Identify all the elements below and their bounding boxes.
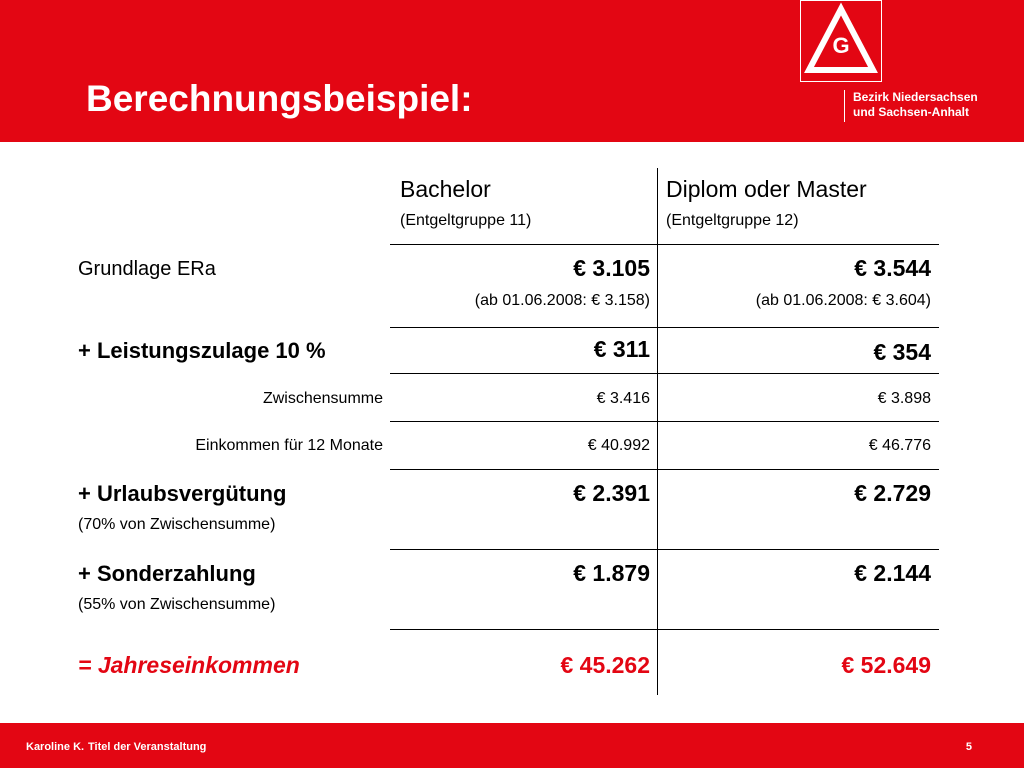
value-jahres-diplom: € 52.649 — [841, 652, 931, 678]
note-grundlage-bachelor: (ab 01.06.2008: € 3.158) — [474, 292, 650, 309]
row-divider — [390, 629, 939, 630]
row-divider — [390, 244, 939, 245]
row-label-jahreseinkommen: = Jahreseinkommen — [78, 652, 300, 678]
value-jahres-bachelor: € 45.262 — [560, 652, 650, 678]
value-sonder-bachelor: € 1.879 — [573, 560, 650, 586]
value-grundlage-bachelor: € 3.105 — [573, 255, 650, 281]
row-divider — [390, 469, 939, 470]
row-label-zwischensumme: Zwischensumme — [262, 390, 383, 407]
footer-event: Titel der Veranstaltung — [88, 741, 207, 753]
value-zwischensumme-diplom: € 3.898 — [877, 390, 931, 407]
row-label-grundlage: Grundlage ERa — [78, 258, 216, 280]
column-header-diplom: Diplom oder Master — [666, 176, 867, 202]
column-header-bachelor: Bachelor — [400, 176, 491, 202]
row-divider — [390, 549, 939, 550]
row-label-einkommen12: Einkommen für 12 Monate — [195, 437, 383, 454]
value-sonder-diplom: € 2.144 — [854, 560, 931, 586]
value-leistungszulage-bachelor: € 311 — [593, 336, 650, 362]
column-subheader-diplom: (Entgeltgruppe 12) — [666, 212, 799, 229]
row-label-leistungszulage: + Leistungszulage 10 % — [78, 338, 326, 363]
footer-bar — [0, 723, 1024, 768]
logo-letters: G — [832, 33, 850, 58]
header-bar — [0, 0, 1024, 142]
igm-logo-icon — [800, 0, 882, 82]
row-sublabel-sonder: (55% von Zwischensumme) — [78, 596, 276, 613]
region-line-1: Bezirk Niedersachsen — [853, 90, 978, 104]
footer-page-number: 5 — [965, 741, 972, 753]
row-divider — [390, 373, 939, 374]
value-zwischensumme-bachelor: € 3.416 — [596, 390, 650, 407]
row-label-sonder: + Sonderzahlung — [78, 561, 256, 586]
region-label — [844, 90, 978, 122]
row-sublabel-urlaub: (70% von Zwischensumme) — [78, 516, 276, 533]
value-grundlage-diplom: € 3.544 — [854, 255, 931, 281]
slide-title: Berechnungsbeispiel: — [86, 78, 473, 119]
region-line-2: und Sachsen-Anhalt — [853, 105, 970, 119]
column-divider-left — [657, 168, 658, 695]
value-leistungszulage-diplom: € 354 — [873, 339, 931, 365]
footer-author: Karoline K. — [26, 741, 85, 753]
row-divider — [390, 421, 939, 422]
row-divider — [390, 327, 939, 328]
value-urlaub-diplom: € 2.729 — [854, 480, 931, 506]
row-label-urlaub: + Urlaubsvergütung — [78, 481, 287, 506]
value-einkommen12-bachelor: € 40.992 — [587, 437, 650, 454]
value-urlaub-bachelor: € 2.391 — [573, 480, 650, 506]
note-grundlage-diplom: (ab 01.06.2008: € 3.604) — [755, 292, 931, 309]
column-subheader-bachelor: (Entgeltgruppe 11) — [400, 212, 532, 229]
value-einkommen12-diplom: € 46.776 — [868, 437, 931, 454]
